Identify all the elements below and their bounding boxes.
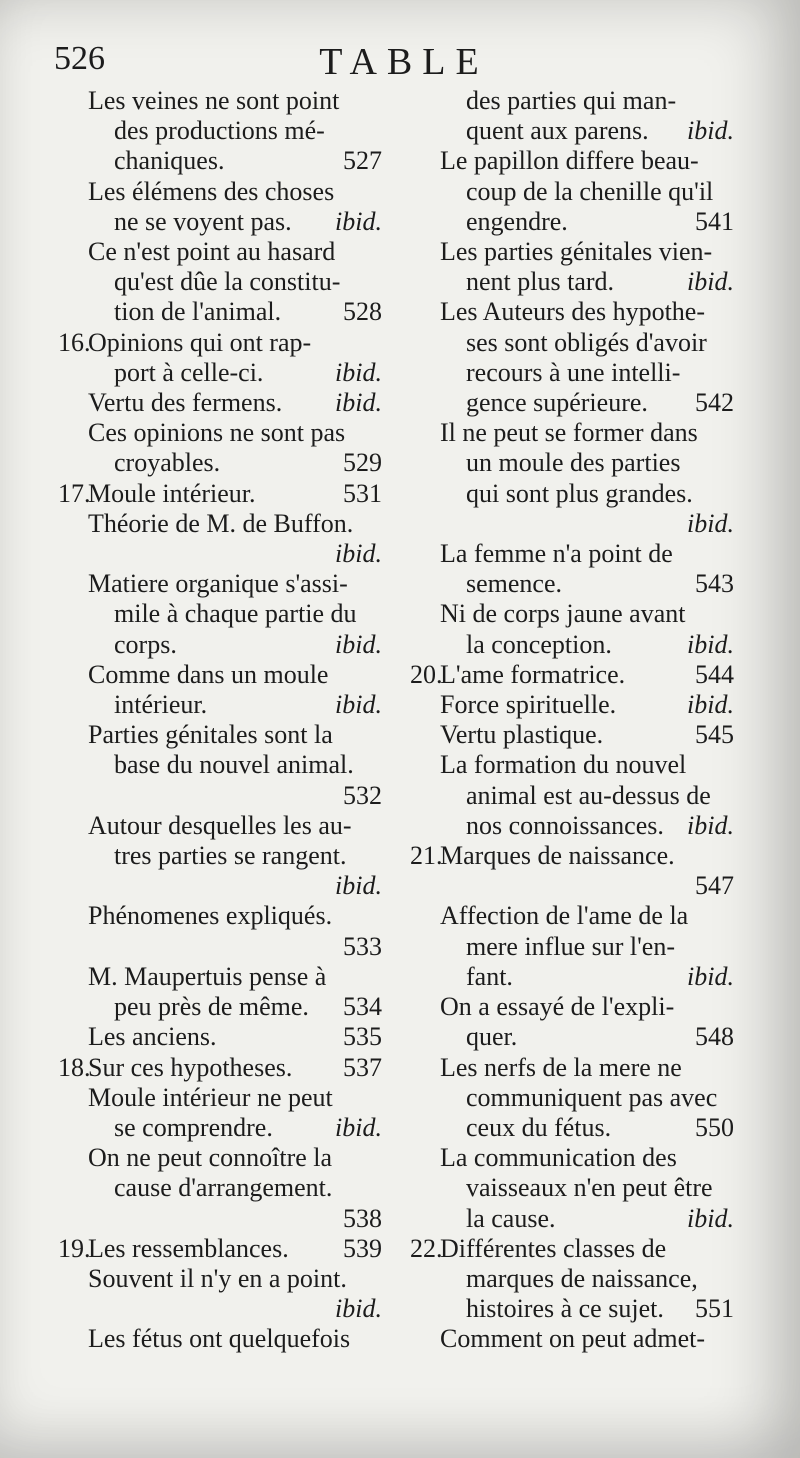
entry-text: intérieur. bbox=[114, 690, 208, 720]
entry-text: marques de naissance, bbox=[466, 1263, 698, 1293]
entry-text: Différentes classes de bbox=[440, 1233, 667, 1263]
index-entry bbox=[58, 1053, 388, 1083]
entry-text: un moule des parties bbox=[466, 448, 681, 478]
entry-text: nent plus tard. bbox=[466, 267, 615, 297]
entry-text: engendre. bbox=[466, 206, 568, 236]
entry-page-ref: ibid. bbox=[335, 388, 382, 418]
entry-text: corps. bbox=[114, 629, 177, 659]
index-entry bbox=[58, 569, 388, 660]
entry-text: La formation du nouvel bbox=[440, 750, 687, 780]
entry-line bbox=[410, 1264, 740, 1294]
entry-text: des productions mé- bbox=[114, 116, 325, 146]
entry-page-ref: ibid. bbox=[687, 629, 734, 659]
entry-text: La femme n'a point de bbox=[440, 539, 673, 569]
entry-number: 16. bbox=[58, 327, 91, 357]
entry-text: Les parties génitales vien- bbox=[440, 237, 713, 267]
entry-text: recours à une intelli- bbox=[466, 357, 681, 387]
entry-line bbox=[58, 690, 388, 720]
index-entry bbox=[410, 1234, 740, 1325]
index-entry bbox=[410, 1143, 740, 1234]
entry-line bbox=[410, 781, 740, 811]
entry-line bbox=[410, 297, 740, 327]
entry-page-line bbox=[58, 871, 388, 901]
entry-text: Théorie de M. de Buffon. bbox=[88, 508, 354, 538]
entry-text: La communication des bbox=[440, 1143, 677, 1173]
entry-page-ref: 535 bbox=[343, 1022, 382, 1052]
entry-text: Moule intérieur ne peut bbox=[88, 1082, 333, 1112]
entry-line bbox=[58, 750, 388, 780]
index-column-left bbox=[58, 86, 388, 1355]
entry-page-ref: ibid. bbox=[687, 690, 734, 720]
entry-line bbox=[58, 1022, 388, 1052]
entry-text: qu'est dûe la constitu- bbox=[114, 267, 341, 297]
entry-page-ref: 544 bbox=[695, 659, 734, 689]
entry-page-ref: ibid. bbox=[335, 871, 382, 901]
entry-line bbox=[58, 267, 388, 297]
index-entry bbox=[410, 992, 740, 1052]
entry-page-ref: 531 bbox=[343, 478, 382, 508]
index-entry bbox=[58, 1022, 388, 1052]
entry-line bbox=[410, 116, 740, 146]
entry-line bbox=[410, 539, 740, 569]
index-entry bbox=[410, 720, 740, 750]
entry-line bbox=[410, 1022, 740, 1052]
entry-line bbox=[410, 962, 740, 992]
entry-text: Force spirituelle. bbox=[440, 690, 617, 720]
entry-text: On ne peut connoître la bbox=[88, 1143, 333, 1173]
index-entry bbox=[410, 660, 740, 690]
index-entry bbox=[410, 297, 740, 418]
entry-line bbox=[58, 1143, 388, 1173]
entry-text: Autour desquelles les au- bbox=[88, 810, 352, 840]
entry-text: Souvent il n'y en a point. bbox=[88, 1263, 347, 1293]
entry-page-ref: 550 bbox=[695, 1112, 734, 1142]
index-entry bbox=[58, 1264, 388, 1324]
entry-page-ref: 538 bbox=[343, 1203, 382, 1233]
entry-line bbox=[58, 1083, 388, 1113]
entry-text: Sur ces hypotheses. bbox=[88, 1052, 293, 1082]
entry-line bbox=[58, 116, 388, 146]
index-entry bbox=[410, 539, 740, 599]
index-entry bbox=[58, 1143, 388, 1234]
entry-number: 20. bbox=[410, 659, 443, 689]
entry-text: quent aux parens. bbox=[466, 116, 649, 146]
index-entry bbox=[410, 1324, 740, 1354]
entry-text: communiquent pas avec bbox=[466, 1082, 718, 1112]
entry-line bbox=[410, 599, 740, 629]
index-entry bbox=[410, 750, 740, 841]
index-entry bbox=[410, 599, 740, 659]
entry-text: Parties génitales sont la bbox=[88, 720, 333, 750]
entry-line bbox=[58, 720, 388, 750]
entry-text: tion de l'animal. bbox=[114, 297, 282, 327]
entry-page-ref: ibid. bbox=[687, 810, 734, 840]
entry-page-ref: ibid. bbox=[687, 267, 734, 297]
index-entry bbox=[410, 86, 740, 146]
entry-line bbox=[410, 1294, 740, 1324]
entry-page-ref: 537 bbox=[343, 1052, 382, 1082]
entry-line bbox=[58, 509, 388, 539]
entry-line bbox=[410, 1173, 740, 1203]
entry-text: Les Auteurs des hypothe- bbox=[440, 297, 706, 327]
entry-page-line bbox=[410, 871, 740, 901]
index-entry bbox=[58, 1234, 388, 1264]
entry-text: Ce n'est point au hasard bbox=[88, 237, 336, 267]
page-header bbox=[54, 40, 754, 90]
entry-text: M. Maupertuis pense à bbox=[88, 961, 327, 991]
entry-page-ref: 543 bbox=[695, 569, 734, 599]
index-entry bbox=[58, 962, 388, 1022]
entry-line bbox=[58, 1324, 388, 1354]
entry-text: quer. bbox=[466, 1022, 518, 1052]
entry-line bbox=[58, 1173, 388, 1203]
entry-page-ref: 541 bbox=[695, 206, 734, 236]
entry-page-ref: ibid. bbox=[687, 1203, 734, 1233]
entry-line bbox=[410, 841, 740, 871]
entry-text: la cause. bbox=[466, 1203, 556, 1233]
index-entry bbox=[58, 811, 388, 902]
entry-text: ceux du fétus. bbox=[466, 1112, 612, 1142]
entry-page-line bbox=[58, 1294, 388, 1324]
page-number: 526 bbox=[54, 40, 105, 77]
entry-line bbox=[410, 720, 740, 750]
entry-line bbox=[58, 962, 388, 992]
entry-line bbox=[58, 569, 388, 599]
entry-line bbox=[58, 1053, 388, 1083]
entry-page-ref: ibid. bbox=[687, 961, 734, 991]
entry-line bbox=[410, 1083, 740, 1113]
entry-page-ref: 529 bbox=[343, 448, 382, 478]
entry-text: Ni de corps jaune avant bbox=[440, 599, 686, 629]
entry-line bbox=[58, 992, 388, 1022]
entry-line bbox=[58, 479, 388, 509]
entry-text: Ces opinions ne sont pas bbox=[88, 418, 346, 448]
index-entry bbox=[58, 1324, 388, 1354]
entry-text: L'ame formatrice. bbox=[440, 659, 626, 689]
entry-line bbox=[410, 811, 740, 841]
entry-text: gence supérieure. bbox=[466, 388, 648, 418]
entry-line bbox=[58, 841, 388, 871]
entry-number: 18. bbox=[58, 1052, 91, 1082]
entry-page-ref: 532 bbox=[343, 780, 382, 810]
entry-line bbox=[410, 479, 740, 509]
entry-text: cause d'arrangement. bbox=[114, 1173, 333, 1203]
entry-line bbox=[410, 86, 740, 116]
entry-text: Phénomenes expliqués. bbox=[88, 901, 333, 931]
entry-line bbox=[58, 237, 388, 267]
entry-line bbox=[410, 448, 740, 478]
entry-line bbox=[410, 901, 740, 931]
entry-number: 21. bbox=[410, 841, 443, 871]
entry-line bbox=[410, 1324, 740, 1354]
entry-page-ref: 533 bbox=[343, 931, 382, 961]
index-entry bbox=[58, 1083, 388, 1143]
index-entry bbox=[58, 660, 388, 720]
entry-line bbox=[410, 630, 740, 660]
entry-page-ref: ibid. bbox=[335, 629, 382, 659]
entry-page-ref: 548 bbox=[695, 1022, 734, 1052]
entry-text: Comme dans un moule bbox=[88, 659, 329, 689]
entry-line bbox=[410, 388, 740, 418]
entry-line bbox=[58, 328, 388, 358]
entry-number: 22. bbox=[410, 1233, 443, 1263]
entry-page-ref: ibid. bbox=[687, 508, 734, 538]
entry-line bbox=[410, 1234, 740, 1264]
entry-page-ref: 539 bbox=[343, 1233, 382, 1263]
entry-text: Moule intérieur. bbox=[88, 478, 256, 508]
entry-text: Les anciens. bbox=[88, 1022, 217, 1052]
entry-line bbox=[410, 237, 740, 267]
index-entry bbox=[410, 901, 740, 992]
entry-text: Les nerfs de la mere ne bbox=[440, 1052, 682, 1082]
entry-page-ref: 551 bbox=[695, 1294, 734, 1324]
entry-page-ref: 542 bbox=[695, 388, 734, 418]
entry-number: 19. bbox=[58, 1233, 91, 1263]
index-entry bbox=[410, 1053, 740, 1144]
entry-page-ref: 528 bbox=[343, 297, 382, 327]
entry-line bbox=[410, 267, 740, 297]
entry-text: Le papillon differe beau- bbox=[440, 146, 699, 176]
entry-text: mile à chaque partie du bbox=[114, 599, 357, 629]
entry-text: des parties qui man- bbox=[466, 86, 677, 115]
entry-line bbox=[58, 599, 388, 629]
entry-text: Il ne peut se former dans bbox=[440, 418, 698, 448]
entry-line bbox=[410, 1143, 740, 1173]
entry-line bbox=[410, 1204, 740, 1234]
index-entry bbox=[58, 901, 388, 961]
entry-text: Les élémens des choses bbox=[88, 176, 335, 206]
entry-page-line bbox=[58, 1204, 388, 1234]
entry-text: fant. bbox=[466, 961, 513, 991]
entry-line bbox=[410, 1113, 740, 1143]
index-entry bbox=[58, 86, 388, 177]
entry-line bbox=[410, 992, 740, 1022]
entry-page-ref: ibid. bbox=[335, 1294, 382, 1324]
index-column-right bbox=[410, 86, 740, 1355]
entry-line bbox=[58, 207, 388, 237]
entry-line bbox=[410, 418, 740, 448]
entry-text: tres parties se rangent. bbox=[114, 841, 347, 871]
entry-line bbox=[58, 660, 388, 690]
index-entry bbox=[58, 418, 388, 478]
entry-page-ref: ibid. bbox=[335, 690, 382, 720]
entry-text: animal est au-dessus de bbox=[466, 780, 711, 810]
entry-text: Vertu des fermens. bbox=[88, 388, 283, 418]
entry-line bbox=[58, 630, 388, 660]
index-entry bbox=[58, 720, 388, 811]
entry-page-line bbox=[58, 539, 388, 569]
entry-text: peu près de même. bbox=[114, 992, 309, 1022]
entry-line bbox=[58, 1234, 388, 1264]
entry-text: port à celle-ci. bbox=[114, 357, 264, 387]
index-entry bbox=[58, 237, 388, 328]
entry-page-ref: ibid. bbox=[335, 1112, 382, 1142]
entry-line bbox=[58, 901, 388, 931]
entry-page-ref: 547 bbox=[695, 871, 734, 901]
entry-line bbox=[58, 146, 388, 176]
entry-line bbox=[58, 86, 388, 116]
index-entry bbox=[58, 509, 388, 569]
entry-number: 17. bbox=[58, 478, 91, 508]
entry-text: Opinions qui ont rap- bbox=[88, 327, 312, 357]
entry-line bbox=[58, 811, 388, 841]
entry-text: Matiere organique s'assi- bbox=[88, 569, 348, 599]
entry-line bbox=[58, 358, 388, 388]
entry-text: mere influe sur l'en- bbox=[466, 931, 675, 961]
entry-text: ses sont obligés d'avoir bbox=[466, 327, 707, 357]
entry-page-line bbox=[410, 509, 740, 539]
index-entry bbox=[410, 418, 740, 539]
entry-line bbox=[410, 569, 740, 599]
entry-text: croyables. bbox=[114, 448, 221, 478]
entry-page-ref: ibid. bbox=[335, 357, 382, 387]
entry-line bbox=[410, 146, 740, 176]
entry-text: Marques de naissance. bbox=[440, 841, 675, 871]
entry-text: semence. bbox=[466, 569, 563, 599]
entry-text: Comment on peut admet- bbox=[440, 1324, 706, 1354]
entry-text: histoires à ce sujet. bbox=[466, 1294, 664, 1324]
entry-line bbox=[410, 690, 740, 720]
index-entry bbox=[58, 177, 388, 237]
entry-line bbox=[410, 1053, 740, 1083]
index-entry bbox=[58, 388, 388, 418]
index-entry bbox=[58, 479, 388, 509]
entry-line bbox=[410, 177, 740, 207]
entry-line bbox=[58, 1113, 388, 1143]
entry-text: Les ressemblances. bbox=[88, 1233, 289, 1263]
entry-page-ref: ibid. bbox=[335, 539, 382, 569]
entry-line bbox=[410, 207, 740, 237]
entry-text: Les veines ne sont point bbox=[88, 86, 340, 115]
entry-line bbox=[58, 418, 388, 448]
entry-line bbox=[58, 388, 388, 418]
entry-page-ref: 527 bbox=[343, 146, 382, 176]
entry-text: vaisseaux n'en peut être bbox=[466, 1173, 713, 1203]
entry-text: Vertu plastique. bbox=[440, 720, 604, 750]
entry-text: la conception. bbox=[466, 629, 612, 659]
entry-text: ne se voyent pas. bbox=[114, 206, 292, 236]
entry-line bbox=[410, 358, 740, 388]
entry-line bbox=[58, 448, 388, 478]
index-entry bbox=[410, 237, 740, 297]
index-entry bbox=[410, 841, 740, 901]
entry-text: base du nouvel animal. bbox=[114, 750, 354, 780]
entry-line bbox=[58, 177, 388, 207]
entry-text: nos connoissances. bbox=[466, 810, 664, 840]
entry-page-ref: ibid. bbox=[687, 116, 734, 146]
index-entry bbox=[410, 146, 740, 237]
entry-text: Les fétus ont quelquefois bbox=[88, 1324, 351, 1354]
entry-page-ref: ibid. bbox=[335, 206, 382, 236]
entry-page-ref: 545 bbox=[695, 720, 734, 750]
entry-line bbox=[410, 328, 740, 358]
entry-text: chaniques. bbox=[114, 146, 225, 176]
entry-page-line bbox=[58, 932, 388, 962]
entry-line bbox=[410, 660, 740, 690]
index-entry bbox=[410, 690, 740, 720]
entry-text: On a essayé de l'expli- bbox=[440, 992, 675, 1022]
entry-line bbox=[58, 297, 388, 327]
entry-line bbox=[410, 750, 740, 780]
entry-page-line bbox=[58, 781, 388, 811]
entry-text: se comprendre. bbox=[114, 1112, 273, 1142]
running-title: TABLE bbox=[319, 41, 489, 83]
entry-page-ref: 534 bbox=[343, 992, 382, 1022]
entry-line bbox=[58, 1264, 388, 1294]
index-entry bbox=[58, 328, 388, 388]
entry-text: Affection de l'ame de la bbox=[440, 901, 689, 931]
entry-line bbox=[410, 932, 740, 962]
entry-text: coup de la chenille qu'il bbox=[466, 176, 714, 206]
entry-text: qui sont plus grandes. bbox=[466, 478, 693, 508]
